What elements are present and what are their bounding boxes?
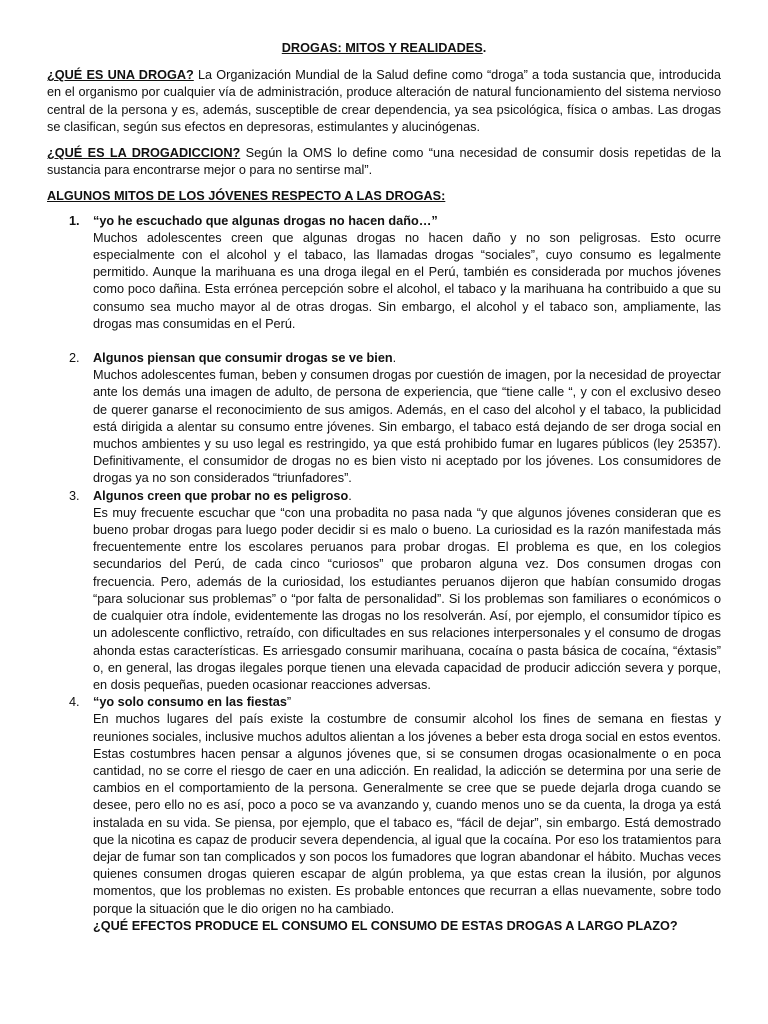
question-droga: ¿QUÉ ES UNA DROGA? <box>47 68 194 83</box>
item-body: Es muy frecuente escuchar que “con una probadita no pasa nada “y que algunos jóvenes consideran que es bueno probar drogas para luego poder decidir si es malo o bueno. La curiosidad es la razón manifestada más frecuentemente entre los escolares peruanos para probar drogas. El problema es que, en los colegios secundarios del Perú, de cada cinco “curiosos” que probaron alguna vez. Dos consumen drogas con frecuencia. Pero, además de la curiosidad, los estudiantes peruanos dijeron que habían consumido drogas “para solucionar sus problemas” o “por falta de personalidad”. Si los problemas son familiares o económicos o de cualquier otra índole, evidentemente las drogas no los resolverán. Así, por ejemplo, el consumidor típico es un adolescente conflictivo, retraído, con dificultades en sus relaciones interpersonales y el consumo de drogas ahonda estas características. Es arriesgado consumir marihuana, cocaína o pasta básica de cocaína, “éxtasis” o, en general, las drogas ilegales porque tienen una elevada capacidad de producir adicción severa y porque, en dosis pequeñas, pueden ocasionar reacciones adversas. <box>93 505 721 692</box>
item-number: 1. <box>69 213 80 228</box>
item-body: Muchos adolescentes creen que algunas drogas no hacen daño y no son peligrosas. Esto ocurre especialmente con el alcohol y el tabaco, las llamadas drogas “sociales”, cuyo consumo es legalmente permitido. Aunque la marihuana es una droga ilegal en el Perú, también es considerada por muchos jóvenes como poco dañina. Esta errónea percepción sobre el alcohol, el tabaco y la marihuana ha contribuido a que su consumo sea mucho mayor al de otras drogas. Sin embargo, el alcohol y el tabaco son, ampliamente, las drogas mas consumidas en el Perú. <box>93 230 721 331</box>
intro-paragraph-droga <box>47 67 721 136</box>
section-heading: ALGUNOS MITOS DE LOS JÓVENES RESPECTO A LAS DROGAS: <box>47 189 446 204</box>
item-body: Muchos adolescentes fuman, beben y consumen drogas por cuestión de imagen, por la necesidad de proyectar ante los demás una imagen de adulto, de persona de experiencia, que “tiene calle “, y con el exclusivo deseo de querer ganarse el reconocimiento de sus amigos. Además, en el caso del alcohol y el tabaco, la publicidad está dirigida a alentar su consumo entre jóvenes. Sin embargo, el tabaco está dejando de ser droga social en muchos ambientes y su uso legal es restringido, ya que está prohibido fumar en lugares públicos (ley 25357). Definitivamente, el consumidor de drogas no es bien visto ni aceptado por los jóvenes. Los consumidores de drogas ya no son considerados “triunfadores”. <box>93 368 721 486</box>
answer-droga: La Organización Mundial de la Salud define como “droga” a toda sustancia que, introducida en el organismo por cualquier vía de administración, produce alteración de natural funcionamiento del sistema nervioso central de la persona y es, además, susceptible de crear dependencia, ya sea psicológica, física o ambas. Las drogas se clasifican, según sus efectos en depresoras, estimulantes y alucinógenas. <box>47 68 721 134</box>
item-heading-text: Algunos creen que probar no es peligroso <box>93 488 349 503</box>
item-body: En muchos lugares del país existe la costumbre de consumir alcohol los fines de semana en fiestas y reuniones sociales, inclusive muchos adultos alientan a los jóvenes a beber esta droga social en estos eventos. Estas costumbres hacen pensar a algunos jóvenes que, si se consumen drogas ocasionalmente o en poca cantidad, no se corre el riesgo de caer en una adicción. En realidad, la adicción se determina por una serie de cambios en el comportamiento de la persona. Generalmente se cree que se puede dejarla droga cuando se desee, pero ello no es así, poco a poco se va avanzando y, cuando menos uno se da cuenta, la droga ya está instalada en su vida. Se piensa, por ejemplo, que el tabaco es, “fácil de dejar”, sin embargo. Está demostrado que la nicotina es capaz de producir severa dependencia, al igual que la cocaína. Por eso los tratamientos para dejar de fumar son tan complicados y son pocos los fumadores que logran abandonar el hábito. Muchas veces quienes consumen drogas quieren escapar de algún problema, ya que estas crean la ilusión, por algunos momentos, que los problemas no existen. Es probable entonces que recurran a ellas nuevamente, sobre todo porque la situación que le dio origen no ha cambiado. <box>93 712 721 916</box>
item-heading <box>93 488 721 505</box>
list-item <box>47 694 721 935</box>
item-number: 4. <box>69 695 80 710</box>
item-number: 3. <box>69 488 80 503</box>
item-heading-suffix: . <box>348 488 352 503</box>
myths-list <box>47 213 721 935</box>
list-item <box>47 350 721 488</box>
item-heading <box>93 213 721 230</box>
item-heading-text: Algunos piensan que consumir drogas se ve bien <box>93 351 393 366</box>
item-heading-text: “yo solo consumo en las fiestas <box>93 695 287 710</box>
document-title <box>47 40 721 57</box>
title-period: . <box>482 41 487 55</box>
list-item <box>47 213 721 333</box>
title-text: DROGAS: MITOS Y REALIDADES <box>281 41 483 55</box>
item-heading-suffix: ” <box>286 695 292 710</box>
item-number: 2. <box>69 351 80 366</box>
item-heading <box>93 350 721 367</box>
intro-paragraph-drogadiccion <box>47 145 721 179</box>
list-item <box>47 488 721 694</box>
item-heading-suffix: . <box>392 351 397 366</box>
item-heading-text: “yo he escuchado que algunas drogas no hacen daño…” <box>93 213 438 228</box>
question-drogadiccion: ¿QUÉ ES LA DROGADICCION? <box>47 146 241 161</box>
answer-drogadiccion: Según la OMS lo define como “una necesidad de consumir dosis repetidas de la sustancia para encontrarse mejor o para no sentirse mal”. <box>47 146 721 178</box>
item-heading <box>93 694 721 711</box>
document-page <box>47 40 721 935</box>
final-question: ¿QUÉ EFECTOS PRODUCE EL CONSUMO EL CONSUMO DE ESTAS DROGAS A LARGO PLAZO? <box>93 918 678 933</box>
